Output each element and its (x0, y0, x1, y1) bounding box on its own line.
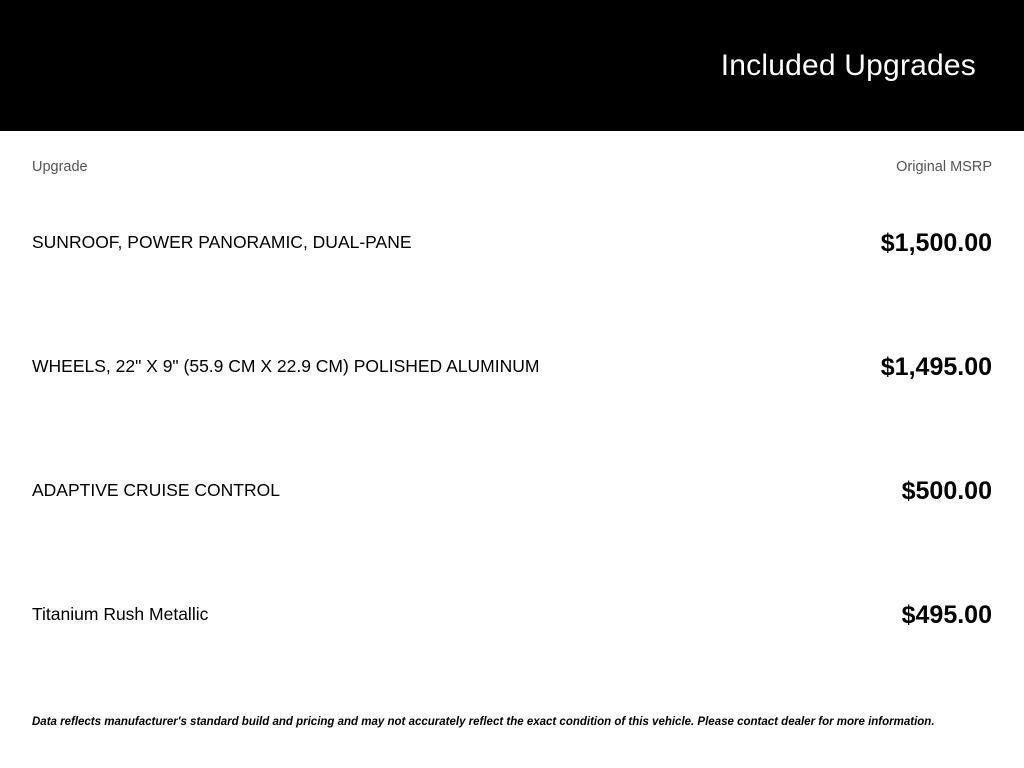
column-header-upgrade: Upgrade (32, 159, 88, 175)
upgrade-price: $1,495.00 (880, 352, 992, 381)
page-title: Included Upgrades (720, 49, 976, 82)
table-row (32, 305, 992, 429)
upgrade-name: ADAPTIVE CRUISE CONTROL (32, 480, 280, 501)
upgrades-table (0, 131, 1024, 677)
page-header (0, 0, 1024, 131)
table-body (32, 181, 992, 677)
column-header-original-msrp: Original MSRP (896, 159, 992, 175)
upgrade-name: Titanium Rush Metallic (32, 604, 209, 625)
table-row (32, 181, 992, 305)
table-column-headers (32, 131, 992, 175)
upgrade-price: $495.00 (901, 600, 992, 629)
disclaimer-text: Data reflects manufacturer's standard build and pricing and may not accurately reflect the exact condition of this vehicle. Please contact dealer for more information. (32, 716, 935, 729)
upgrade-price: $1,500.00 (880, 228, 992, 257)
upgrade-name: SUNROOF, POWER PANORAMIC, DUAL-PANE (32, 232, 412, 253)
upgrade-price: $500.00 (901, 476, 992, 505)
table-row (32, 429, 992, 553)
table-row (32, 553, 992, 677)
upgrade-name: WHEELS, 22" X 9" (55.9 CM X 22.9 CM) POLISHED ALUMINUM (32, 356, 540, 377)
